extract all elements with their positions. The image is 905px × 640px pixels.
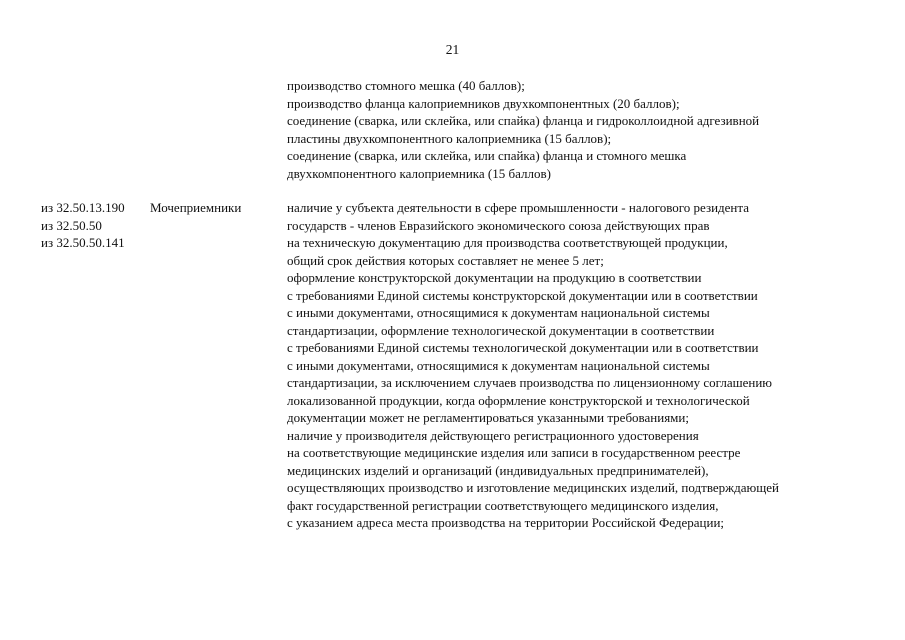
product-code: из 32.50.50.141 xyxy=(41,235,125,250)
requirement-line: с указанием адреса места производства на территории Российской Федерации; xyxy=(287,515,725,530)
page-number: 21 xyxy=(445,42,460,57)
requirement-line: стандартизации, за исключением случаев производства по лицензионному соглашению xyxy=(287,375,773,390)
product-codes xyxy=(41,199,125,252)
product-name: Мочеприемники xyxy=(150,200,242,215)
requirement-line: стандартизации, оформление технологической документации в соответствии xyxy=(287,322,715,338)
requirement-line: двухкомпонентного калоприемника (15 баллов) xyxy=(287,165,551,181)
requirement-line: оформление конструкторской документации на продукцию в соответствии xyxy=(287,270,702,285)
requirement-line: медицинских изделий и организаций (индивидуальных предпринимателей), xyxy=(287,462,709,478)
requirement-line: производство стомного мешка (40 баллов); xyxy=(287,78,525,93)
requirement-line: с иными документами, относящимися к документам национальной системы xyxy=(287,305,710,320)
requirement-line: на техническую документацию для производства соответствующей продукции, xyxy=(287,235,728,250)
product-requirements xyxy=(287,199,779,532)
requirement-line: государств - членов Евразийского экономического союза действующих прав xyxy=(287,217,710,233)
requirement-line: соединение (сварка, или склейка, или спайка) фланца и стомного мешка xyxy=(287,148,687,163)
requirement-line: наличие у производителя действующего регистрационного удостоверения xyxy=(287,427,699,443)
product-code: из 32.50.13.190 xyxy=(41,200,125,215)
requirement-line: факт государственной регистрации соответствующего медицинского изделия, xyxy=(287,497,719,513)
continued-requirements xyxy=(287,77,759,182)
requirement-line: с иными документами, относящимися к документам национальной системы xyxy=(287,357,710,373)
product-code: из 32.50.50 xyxy=(41,217,102,233)
requirement-line: производство фланца калоприемников двухкомпонентных (20 баллов); xyxy=(287,95,680,111)
requirement-line: локализованной продукции, когда оформление конструкторской и технологической xyxy=(287,392,750,408)
requirement-line: осуществляющих производство и изготовление медицинских изделий, подтверждающей xyxy=(287,480,779,495)
requirement-line: с требованиями Единой системы технологической документации или в соответствии xyxy=(287,340,759,355)
requirement-line: соединение (сварка, или склейка, или спайка) фланца и гидроколлоидной адгезивной xyxy=(287,113,760,128)
requirement-line: документации может не регламентироваться указанными требованиями; xyxy=(287,410,689,425)
requirement-line: наличие у субъекта деятельности в сфере промышленности - налогового резидента xyxy=(287,200,749,215)
requirement-line: на соответствующие медицинские изделия или записи в государственном реестре xyxy=(287,445,741,460)
requirement-line: пластины двухкомпонентного калоприемника (15 баллов); xyxy=(287,130,612,146)
requirement-line: общий срок действия которых составляет не менее 5 лет; xyxy=(287,252,604,268)
requirement-line: с требованиями Единой системы конструкторской документации или в соответствии xyxy=(287,287,758,303)
